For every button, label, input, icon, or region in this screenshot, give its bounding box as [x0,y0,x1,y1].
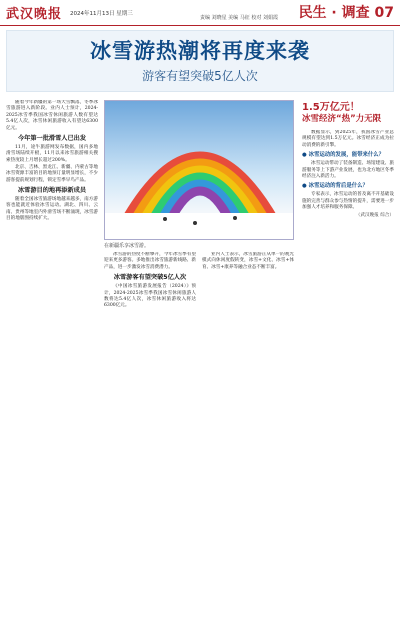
rainbow-ski-slope-icon [105,101,294,240]
right-column [302,130,394,620]
paragraph: 冰雪游的热度不断攀升，今年冰雪季有望迎来更多游客。多地推出冰雪旅游新线路、新产品，进一步激发冰雪消费潜力。 [104,252,196,270]
subheading-first-skiers: 今年第一批滑雪人已出发 [17,135,87,143]
sidebar-title-text: 冰雪经济“热”力无限 [302,114,382,124]
editor-credits: 责编 刘晓星 美编 马征 校对 刘娟霞 [200,15,278,21]
paragraph: 业内人士表示，冰雪旅游正从单一的观光模式向休闲度假转变，冰雪+文化、冰雪+体育、冰雪+康养等融合业态不断丰富。 [202,252,294,270]
headline-banner [6,30,394,92]
issue-date: 2024年11月13日 星期三 [70,11,133,17]
center-column-b [202,252,294,620]
headline: 冰雪游热潮将再度来袭 [90,39,310,63]
subheading-new-destinations: 冰雪游目的地再添新成员 [17,187,87,195]
photo-caption: 在新疆乐享冰雪游。 [104,243,150,249]
section-label: 民生 · 调查 07 [298,5,394,21]
paragraph: 数据显示，到2025年，我国冰雪产业总规模有望达到1.5万亿元。冰雪经济正成为拉动消费的新引擎。 [302,130,394,148]
left-column [6,100,98,620]
subheading-500m-tourists: 冰雪游客有望突破5亿人次 [113,274,187,282]
sidebar-title [302,102,394,125]
snow-park-photo [104,100,294,240]
reporter-credit: （武汉晚报 综合） [355,212,394,218]
center-column-a [104,252,196,620]
paragraph: 冰雪运动带动了装备制造、场馆建设、旅游服务等上下游产业发展，也为北方地区冬季经济注入新活力。 [302,161,394,180]
paragraph: 11月，途牛旅游网发布数据，国内多地滑雪场陆续开板，11月以来冰雪旅游相关搜索热度较上月增长超过200%。 [6,145,98,163]
subheadline: 游客有望突破5亿人次 [142,69,258,83]
page-header [0,0,400,26]
paragraph: 随着全国冰雪旅游场地越来越多，南方游客也能就近体验冰雪运动。湖北、四川、云南、贵州等地室内外滑雪场不断涌现，冰雪游目的地版图持续扩大。 [6,197,98,222]
paragraph: 北京、吉林、黑龙江、新疆、内蒙古等地冰雪资源丰富的目的地预订量明显增长，不少游客提前规划行程，锁定雪季早鸟产品。 [6,164,98,183]
question-heading-1: ● 冰雪运动的发展，能带来什么？ [302,152,385,159]
sidebar-title-amount: 1.5万亿元！ [302,102,360,113]
paragraph: 专家表示，冰雪运动的普及离不开基础设施的完善与群众参与热情的提升，需要进一步加强人才培养和服务保障。 [302,192,394,211]
intro-paragraph: 随着今年新疆的第一场大雪飘落，冬季冰雪旅游进入新阶段。业内人士预计，2024-2025冰雪季我国冰雪休闲旅游人数有望达5.4亿人次，冰雪休闲旅游收入有望达6300亿元。 [6,100,98,131]
question-heading-2: ● 冰雪运动的背后是什么？ [302,183,368,190]
masthead: 武汉晚报 [6,7,63,22]
paragraph: 《中国冰雪旅游发展报告（2024）》预计，2024-2025冰雪季我国冰雪休闲旅游人数将达5.4亿人次，冰雪休闲旅游收入将达6300亿元。 [104,284,196,309]
